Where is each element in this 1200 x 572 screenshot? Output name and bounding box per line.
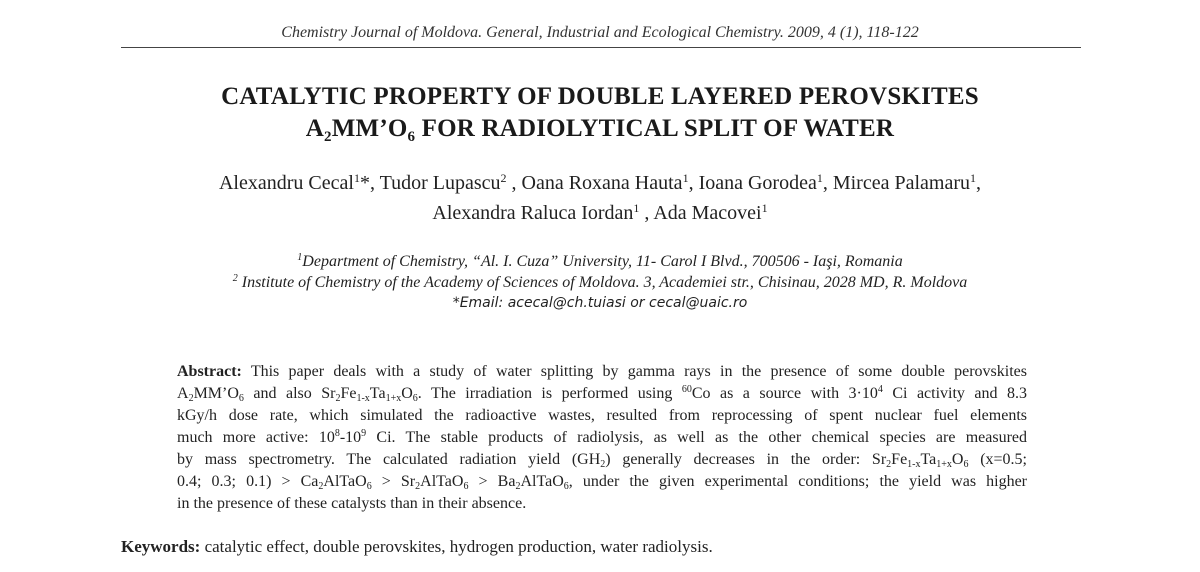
subscript: 2: [188, 393, 194, 404]
author-separator: ,: [688, 172, 699, 194]
author-separator: ,: [369, 172, 380, 194]
author-affil-mark: 1: [353, 171, 360, 185]
abstract-text: > Ba: [468, 473, 516, 490]
superscript: 8: [334, 428, 340, 439]
abstract: [177, 361, 1027, 515]
subscript: 6: [563, 481, 569, 492]
abstract-text: Ta: [369, 385, 386, 402]
abstract-text: AlTaO: [323, 473, 367, 490]
abstract-line: [177, 427, 1027, 449]
author-affil-mark: 1: [816, 171, 823, 185]
abstract-text: , under the given experimental conditions; the yield was higher: [568, 473, 1028, 490]
abstract-line: in the presence of these catalysts than in their absence.: [177, 495, 527, 512]
keywords-text: catalytic effect, double perovskites, hydrogen production, water radiolysis.: [200, 537, 713, 556]
affil-mark: 2: [232, 273, 238, 284]
affil-mark: 1: [297, 252, 303, 263]
subscript: 1+x: [936, 459, 952, 470]
abstract-text: A: [177, 385, 189, 402]
abstract-text: AlTaO: [420, 473, 464, 490]
subscript: 1+x: [385, 393, 402, 404]
abstract-text: Ci activity and 8.3: [882, 385, 1027, 402]
title-subscript: 6: [407, 129, 416, 145]
subscript: 2: [415, 481, 421, 492]
superscript: 60: [681, 384, 692, 395]
paper-title-line-2: [0, 115, 1200, 143]
affil-text: Institute of Chemistry of the Academy of Sciences of Moldova. 3, Academiei str., Chisinau, 2028 MD, R. Moldova: [237, 274, 968, 291]
abstract-line: kGy/h dose rate, which simulated the radioactive wastes, resulted from reprocessing of spent nuclear fuel elements: [177, 407, 1027, 424]
subscript: 2: [600, 459, 606, 470]
abstract-line: [177, 361, 1027, 383]
author-separator: ,: [506, 172, 522, 194]
abstract-text: O: [951, 451, 964, 468]
author-affil-mark: 2: [500, 171, 507, 185]
abstract-line: [177, 383, 1027, 405]
subscript: 2: [515, 481, 521, 492]
abstract-text: Fe: [891, 451, 908, 468]
author-affil-mark: 1: [682, 171, 689, 185]
author-name: Tudor Lupascu: [379, 172, 501, 194]
abstract-text: (x=0.5;: [968, 451, 1028, 468]
superscript: 4: [877, 384, 883, 395]
abstract-text: AlTaO: [520, 473, 564, 490]
author-name: Ioana Gorodea: [698, 172, 817, 194]
affiliation-2: [0, 274, 1200, 292]
subscript: 2: [318, 481, 324, 492]
abstract-text: by mass spectrometry. The calculated radiation yield (GH: [177, 451, 601, 468]
title-subscript: 2: [324, 129, 332, 145]
subscript: 6: [412, 393, 418, 404]
subscript: 2: [886, 459, 892, 470]
superscript: 9: [361, 428, 367, 439]
abstract-text: and also Sr: [243, 385, 336, 402]
abstract-line: [177, 471, 1027, 493]
authors-line-2: [0, 202, 1200, 225]
subscript: 1-x: [907, 459, 921, 470]
subscript: 2: [335, 393, 341, 404]
subscript: 6: [366, 481, 372, 492]
author-name: Alexandru Cecal: [218, 172, 354, 194]
author-name: Oana Roxana Hauta: [521, 172, 683, 194]
abstract-text: Fe: [340, 385, 357, 402]
author-affil-mark: 1: [761, 201, 768, 215]
title-text: FOR RADIOLYTICAL SPLIT OF WATER: [415, 115, 895, 142]
author-separator: ,: [976, 172, 982, 194]
title-text: A: [305, 115, 325, 142]
keywords: [121, 537, 713, 557]
keywords-label: Keywords:: [121, 537, 201, 556]
author-name: Ada Macovei: [653, 202, 762, 224]
abstract-text: Ci. The stable products of radiolysis, as well as the other chemical species are measured: [366, 429, 1028, 446]
corresponding-mark: *: [359, 172, 370, 194]
author-name: Alexandra Raluca Iordan: [432, 202, 634, 224]
corresponding-email: *Email: acecal@ch.tuiasi or cecal@uaic.ro: [452, 295, 748, 311]
abstract-text: Co as a source with 3·10: [691, 385, 878, 402]
abstract-text: This paper deals with a study of water splitting by gamma rays in the presence of some double perovskites: [241, 363, 1027, 380]
subscript: 6: [463, 481, 469, 492]
abstract-text: > Sr: [371, 473, 416, 490]
author-affil-mark: 1: [970, 171, 977, 185]
header-rule: [121, 47, 1081, 48]
subscript: 1-x: [356, 393, 370, 404]
author-name: Mircea Palamaru: [832, 172, 971, 194]
abstract-text: ) generally decreases in the order: Sr: [605, 451, 887, 468]
abstract-text: 0.4; 0.3; 0.1) > Ca: [177, 473, 319, 490]
paper-title-line-1: CATALYTIC PROPERTY OF DOUBLE LAYERED PEROVSKITES: [221, 83, 979, 110]
authors-line-1: [0, 172, 1200, 195]
affiliation-1: [0, 253, 1200, 271]
abstract-text: -10: [339, 429, 362, 446]
journal-header: Chemistry Journal of Moldova. General, Industrial and Ecological Chemistry. 2009, 4 (1), 118-122: [281, 24, 919, 41]
author-affil-mark: 1: [633, 201, 640, 215]
author-separator: ,: [639, 202, 654, 224]
subscript: 6: [963, 459, 969, 470]
abstract-text: MM’O: [193, 385, 239, 402]
affil-text: Department of Chemistry, “Al. I. Cuza” University, 11- Carol I Blvd., 700506 - Iaşi, Romania: [302, 253, 903, 270]
subscript: 6: [238, 393, 244, 404]
abstract-text: . The irradiation is performed using: [417, 385, 682, 402]
abstract-text: O: [401, 385, 413, 402]
author-separator: ,: [822, 172, 833, 194]
title-text: MM’O: [331, 115, 408, 142]
abstract-line: [177, 449, 1027, 471]
abstract-text: Ta: [920, 451, 937, 468]
abstract-text: much more active: 10: [177, 429, 335, 446]
abstract-label: Abstract:: [177, 363, 242, 380]
